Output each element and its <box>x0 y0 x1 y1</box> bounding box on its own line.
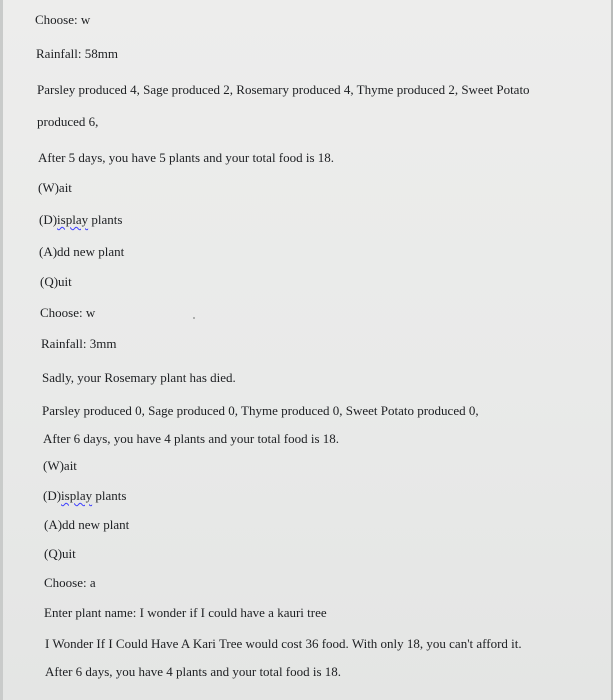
production-line-1: Parsley produced 4, Sage produced 2, Rosemary produced 4, Thyme produced 2, Sweet Potato <box>37 82 530 97</box>
menu-add-2: (A)dd new plant <box>44 517 130 532</box>
left-edge <box>0 0 3 700</box>
spellcheck-word-1: isplay <box>57 212 89 227</box>
menu-display-1-prefix: (D) <box>39 212 58 227</box>
plant-name-prompt: Enter plant name: I wonder if I could have a kauri tree <box>44 605 327 620</box>
rainfall-line-2: Rainfall: 3mm <box>41 336 117 351</box>
speck <box>193 317 195 319</box>
spellcheck-word-2: isplay <box>61 488 93 503</box>
choose-line-3: Choose: a <box>44 575 96 590</box>
menu-display-1 <box>39 212 122 228</box>
rainfall-line-1: Rainfall: 58mm <box>36 46 118 61</box>
choose-line-2: Choose: w <box>40 305 96 320</box>
summary-line-1: After 5 days, you have 5 plants and your total food is 18. <box>38 150 335 165</box>
menu-display-1-suffix: plants <box>88 212 123 227</box>
summary-line-3: After 6 days, you have 4 plants and your total food is 18. <box>45 664 342 679</box>
menu-add-1: (A)dd new plant <box>39 244 125 259</box>
menu-quit-2: (Q)uit <box>44 546 76 561</box>
choose-line-1: Choose: w <box>35 12 91 27</box>
menu-display-2 <box>43 488 126 504</box>
death-message: Sadly, your Rosemary plant has died. <box>42 370 236 385</box>
menu-display-2-prefix: (D) <box>43 488 62 503</box>
menu-quit-1: (Q)uit <box>40 274 72 289</box>
production-line-2: Parsley produced 0, Sage produced 0, Thyme produced 0, Sweet Potato produced 0, <box>42 403 479 418</box>
summary-line-2: After 6 days, you have 4 plants and your total food is 18. <box>43 431 340 446</box>
menu-wait-2: (W)ait <box>43 458 77 473</box>
production-line-1-cont: produced 6, <box>37 114 99 129</box>
menu-display-2-suffix: plants <box>92 488 127 503</box>
cost-message: I Wonder If I Could Have A Kari Tree would cost 36 food. With only 18, you can't afford it. <box>45 636 522 651</box>
menu-wait-1: (W)ait <box>38 180 72 195</box>
